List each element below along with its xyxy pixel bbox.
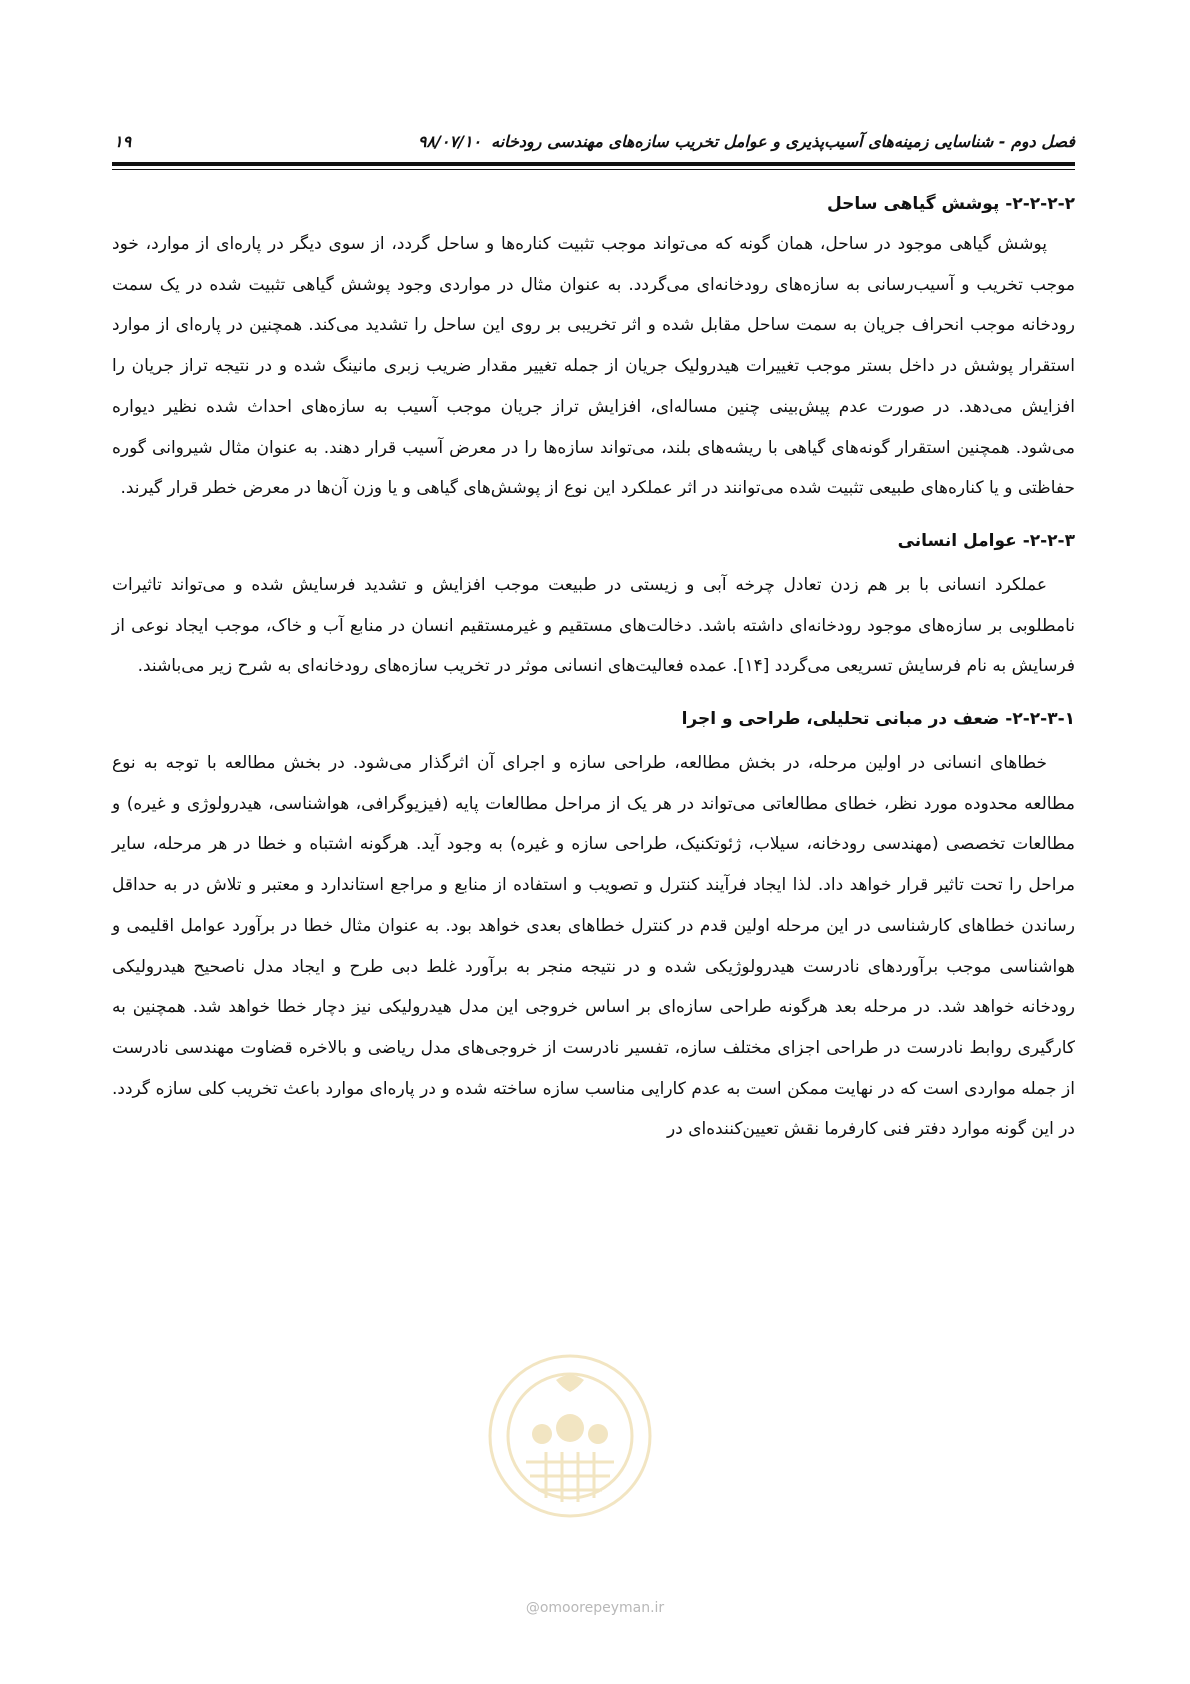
running-header <box>418 132 1075 151</box>
section-paragraph: خطاهای انسانی در اولین مرحله، در بخش مطالعه، طراحی سازه و اجرای آن اثرگذار می‌شود. در بخش مطالعه با توجه به نوع مطالعه محدوده مورد نظر، خطای مطالعاتی می‌تواند در هر یک از مراحل مطالعات پایه (فیزیوگرافی، هواشناسی، هیدرولوژی و غیره) و مطالعات تخصصی (مهندسی رودخانه، سیلاب، ژئوتکنیک، طراحی سازه و غیره) به وجود آید. هرگونه اشتباه و خطا در هر مرحله، سایر مراحل را تحت تاثیر قرار خواهد داد. لذا ایجاد فرآیند کنترل و تصویب و استفاده از منابع و مراجع استاندارد و معتبر و تلاش در به حداقل رساندن خطاهای کارشناسی در این مرحله اولین قدم در کنترل خطاهای بعدی خواهد بود. به عنوان مثال خطا در برآورد عوامل اقلیمی و هواشناسی موجب برآوردهای نادرست هیدرولوژیکی شده و در نتیجه منجر به برآورد غلط دبی طرح و ایجاد مدل ناصحیح هیدرولیکی رودخانه خواهد شد. در مرحله بعد هرگونه طراحی سازه‌ای بر اساس خروجی این مدل هیدرولیکی نیز دچار خطا خواهد شد. همچنین به کارگیری روابط نادرست در طراحی اجزای مختلف سازه، تفسیر نادرست از خروجی‌های مدل ریاضی و بالاخره قضاوت مهندسی نادرست از جمله مواردی است که در نهایت ممکن است به عدم کارایی مناسب سازه ساخته شده و در پاره‌ای موارد باعث تخریب کلی سازه گردد. در این گونه موارد دفتر فنی کارفرما نقش تعیین‌کننده‌ای در <box>112 753 1075 1140</box>
page-body <box>112 186 1075 1150</box>
watermark-url: @omoorepeyman.ir <box>525 1600 665 1616</box>
page-header <box>112 126 1075 156</box>
section-heading: ۲-۲-۳- عوامل انسانی <box>897 530 1075 551</box>
section-paragraph: پوشش گیاهی موجود در ساحل، همان گونه که می‌تواند موجب تثبیت کناره‌ها و ساحل گردد، از سوی دیگر در پاره‌ای از موارد، خود موجب تخریب و آسیب‌رسانی به سازه‌های رودخانه‌ای می‌گردد. به عنوان مثال در مواردی وجود پوشش گیاهی تثبیت شده در یک سمت رودخانه موجب انحراف جریان به سمت ساحل مقابل شده و اثر تخریبی بر روی این ساحل را تشدید می‌کند. همچنین در پاره‌ای از موارد استقرار پوشش در داخل بستر موجب تغییرات هیدرولیک جریان از جمله تغییر مقدار ضریب زبری مانینگ شده و در نتیجه تراز جریان را افزایش می‌دهد. در صورت عدم پیش‌بینی چنین مساله‌ای، افزایش تراز جریان موجب آسیب به سازه‌های احداث شده نظیر دیواره می‌شود. همچنین استقرار گونه‌های گیاهی با ریشه‌های بلند، می‌تواند سازه‌ها را در معرض آسیب قرار دهند. به عنوان مثال شیروانی گوره حفاظتی و یا کناره‌های طبیعی تثبیت شده می‌توانند در اثر عملکرد این نوع از پوشش‌های گیاهی و یا وزن آن‌ها در معرض خطر قرار گیرند. <box>112 234 1075 499</box>
section-heading: ۲-۲-۲-۲- پوشش گیاهی ساحل <box>827 194 1075 214</box>
header-rule-thin <box>112 169 1075 170</box>
section-paragraph: عملکرد انسانی با بر هم زدن تعادل چرخه آبی و زیستی در طبیعت موجب افزایش و تشدید فرسایش شده و می‌تواند تاثیرات نامطلوبی بر سازه‌های موجود رودخانه‌ای داشته باشد. دخالت‌های مستقیم و غیرمستقیم انسان در منابع آب و خاک، موجب ایجاد نوعی از فرسایش به نام فرسایش تسریعی می‌گردد [۱۴]. عمده فعالیت‌های انسانی موثر در تخریب سازه‌های رودخانه‌ای به شرح زیر می‌باشند. <box>112 574 1075 677</box>
organization-seal-icon <box>486 1352 654 1520</box>
section-heading: ۲-۲-۳-۱- ضعف در مبانی تحلیلی، طراحی و اجرا <box>681 709 1075 730</box>
chapter-title: فصل دوم - شناسایی زمینه‌های آسیب‌پذیری و عوامل تخریب سازه‌های مهندسی رودخانه <box>491 132 1075 151</box>
header-date: ۹۸/۰۷/۱۰ <box>417 132 482 151</box>
page-number: ۱۹ <box>114 132 132 151</box>
header-rule-thick <box>112 162 1075 166</box>
